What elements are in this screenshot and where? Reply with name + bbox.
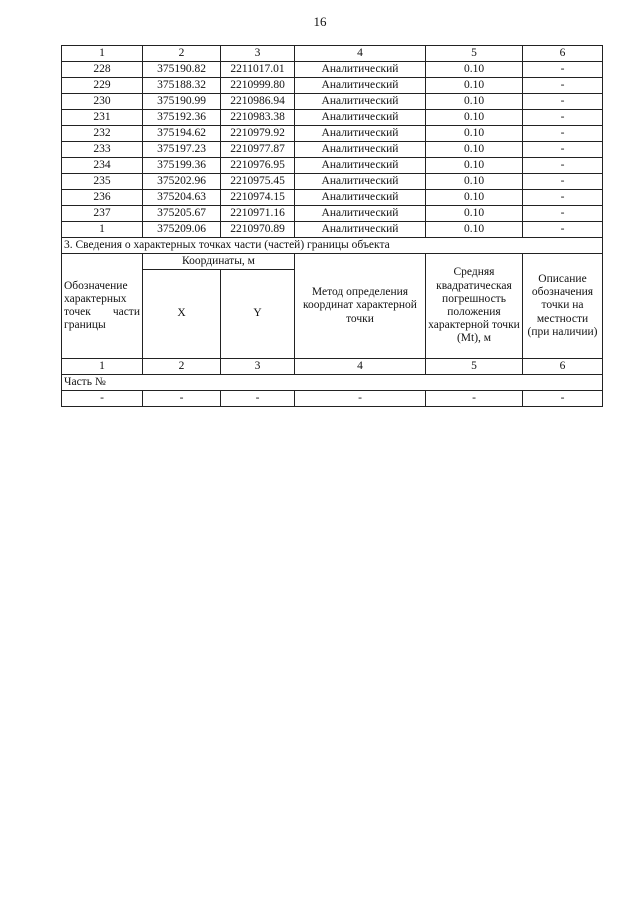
empty-cell: - [523,391,603,407]
description-cell: - [523,94,603,110]
x-coordinate-cell: 375190.82 [143,62,221,78]
part-label: Часть № [62,375,603,391]
page-number: 16 [313,14,327,29]
table-row [62,94,603,110]
point-number-cell: 235 [62,174,143,190]
column-number: 2 [143,46,221,62]
point-designation-header: Обозначение характерных точек части границы [62,254,143,359]
table-row [62,174,603,190]
x-coordinate-cell: 375197.23 [143,142,221,158]
point-number-cell: 236 [62,190,143,206]
section-header-row-top [62,254,603,270]
point-number-cell: 231 [62,110,143,126]
accuracy-header: Средняя квадратическая погрешность положения характерной точки (Mt), м [426,254,523,359]
method-cell: Аналитический [295,158,426,174]
point-number-cell: 234 [62,158,143,174]
x-coordinate-cell: 375204.63 [143,190,221,206]
y-coordinate-cell: 2210970.89 [221,222,295,238]
description-cell: - [523,142,603,158]
accuracy-cell: 0.10 [426,174,523,190]
column-number: 6 [523,359,603,375]
accuracy-cell: 0.10 [426,142,523,158]
method-cell: Аналитический [295,126,426,142]
accuracy-cell: 0.10 [426,62,523,78]
description-cell: - [523,222,603,238]
point-number-cell: 232 [62,126,143,142]
y-coordinate-cell: 2210975.45 [221,174,295,190]
point-number-cell: 230 [62,94,143,110]
accuracy-cell: 0.10 [426,126,523,142]
section-title-row [62,238,603,254]
description-cell: - [523,110,603,126]
method-cell: Аналитический [295,206,426,222]
column-number: 6 [523,46,603,62]
column-number: 3 [221,46,295,62]
y-coordinate-cell: 2211017.01 [221,62,295,78]
column-number: 1 [62,46,143,62]
column-number-row [62,46,603,62]
x-header: X [143,270,221,359]
point-number-cell: 233 [62,142,143,158]
table-row [62,222,603,238]
table-row [62,62,603,78]
column-number: 4 [295,359,426,375]
x-coordinate-cell: 375202.96 [143,174,221,190]
table-row [62,110,603,126]
method-cell: Аналитический [295,62,426,78]
column-number: 1 [62,359,143,375]
column-number: 5 [426,46,523,62]
description-cell: - [523,206,603,222]
description-cell: - [523,126,603,142]
table-row [62,158,603,174]
description-header: Описание обозначения точки на местности (при наличии) [523,254,603,359]
description-cell: - [523,190,603,206]
method-cell: Аналитический [295,190,426,206]
method-cell: Аналитический [295,222,426,238]
method-header: Метод определения координат характерной точки [295,254,426,359]
x-coordinate-cell: 375209.06 [143,222,221,238]
table-row [62,190,603,206]
empty-cell: - [426,391,523,407]
column-number: 3 [221,359,295,375]
table-row [62,78,603,94]
column-number: 2 [143,359,221,375]
point-number-cell: 228 [62,62,143,78]
table-row [62,206,603,222]
accuracy-cell: 0.10 [426,158,523,174]
x-coordinate-cell: 375190.99 [143,94,221,110]
empty-cell: - [143,391,221,407]
accuracy-cell: 0.10 [426,222,523,238]
x-coordinate-cell: 375199.36 [143,158,221,174]
y-header: Y [221,270,295,359]
coordinates-header: Координаты, м [143,254,295,270]
accuracy-cell: 0.10 [426,78,523,94]
x-coordinate-cell: 375205.67 [143,206,221,222]
y-coordinate-cell: 2210976.95 [221,158,295,174]
method-cell: Аналитический [295,78,426,94]
point-number-cell: 229 [62,78,143,94]
accuracy-cell: 0.10 [426,206,523,222]
y-coordinate-cell: 2210974.15 [221,190,295,206]
empty-cell: - [221,391,295,407]
y-coordinate-cell: 2210971.16 [221,206,295,222]
y-coordinate-cell: 2210977.87 [221,142,295,158]
description-cell: - [523,62,603,78]
column-number: 5 [426,359,523,375]
description-cell: - [523,174,603,190]
accuracy-cell: 0.10 [426,110,523,126]
empty-part-row [62,391,603,407]
point-number-cell: 1 [62,222,143,238]
coordinates-table [61,45,603,407]
column-number: 4 [295,46,426,62]
method-cell: Аналитический [295,110,426,126]
empty-cell: - [295,391,426,407]
x-coordinate-cell: 375192.36 [143,110,221,126]
empty-cell: - [62,391,143,407]
section-title: 3. Сведения о характерных точках части (частей) границы объекта [62,238,603,254]
method-cell: Аналитический [295,142,426,158]
point-number-cell: 237 [62,206,143,222]
accuracy-cell: 0.10 [426,94,523,110]
section-column-number-row [62,359,603,375]
table-row [62,126,603,142]
description-cell: - [523,158,603,174]
x-coordinate-cell: 375194.62 [143,126,221,142]
y-coordinate-cell: 2210999.80 [221,78,295,94]
accuracy-cell: 0.10 [426,190,523,206]
method-cell: Аналитический [295,94,426,110]
table-row [62,142,603,158]
y-coordinate-cell: 2210983.38 [221,110,295,126]
y-coordinate-cell: 2210979.92 [221,126,295,142]
y-coordinate-cell: 2210986.94 [221,94,295,110]
part-label-row [62,375,603,391]
description-cell: - [523,78,603,94]
x-coordinate-cell: 375188.32 [143,78,221,94]
method-cell: Аналитический [295,174,426,190]
